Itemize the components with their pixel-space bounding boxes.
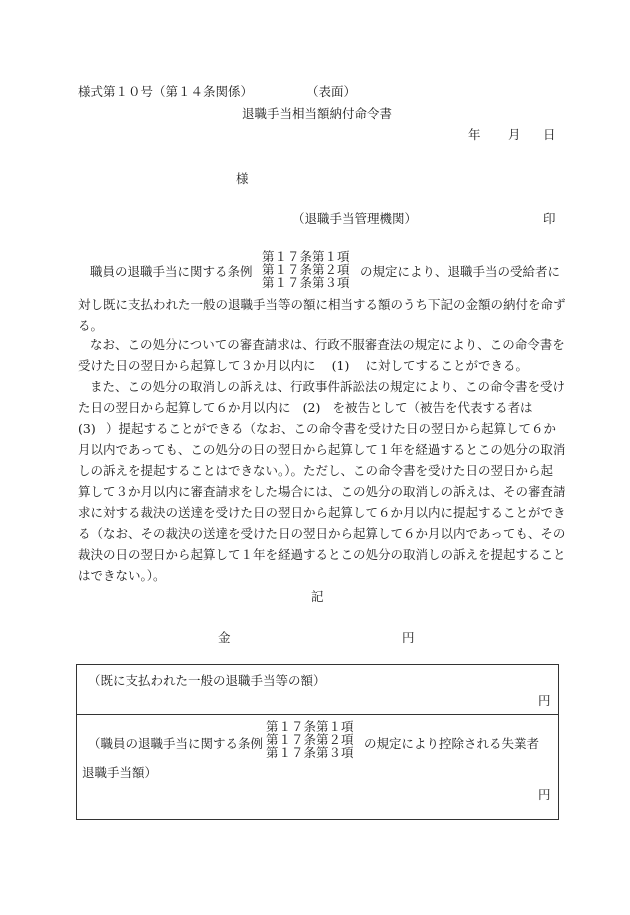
lawsuit-line-2b: を被告として（被告を代表する者は xyxy=(332,400,533,415)
form-side-label: （表面） xyxy=(306,84,357,99)
blank-1: (1) xyxy=(331,358,350,373)
form-number: 様式第１０号（第１４条関係） xyxy=(78,84,254,99)
intro-line-3: る。 xyxy=(78,318,104,333)
table-clause-3: 第１７条第３項 xyxy=(266,745,354,760)
document-title: 退職手当相当額納付命令書 xyxy=(242,106,393,121)
table-clause-1: 第１７条第１項 xyxy=(266,719,354,734)
table-row2-tail: の規定により控除される失業者 xyxy=(364,736,540,751)
intro-clause-1: 第１７条第１項 xyxy=(262,249,350,264)
issuer-label: （退職手当管理機関） xyxy=(292,211,418,226)
lawsuit-line-2 xyxy=(78,397,560,418)
ki-label: 記 xyxy=(311,589,324,604)
table-row1-yen: 円 xyxy=(538,693,551,708)
appeal-line-2a: 受けた日の翌日から起算して３か月以内に xyxy=(78,358,316,373)
table-row2-lead: （職員の退職手当に関する条例 xyxy=(88,736,264,751)
appeal-line-2 xyxy=(78,355,560,376)
lawsuit-line-2a: た日の翌日から起算して６か月以内に xyxy=(78,400,291,415)
table-clause-2: 第１７条第２項 xyxy=(266,732,354,747)
lawsuit-line-9: 裁決の日の翌日から起算して１年を経過するとこの処分の取消しの訴えを提起すること xyxy=(78,547,566,562)
seal-mark: 印 xyxy=(543,211,556,226)
lawsuit-line-6: 算して３か月以内に審査請求をした場合には、この処分の取消しの訴えは、その審査請 xyxy=(78,484,566,499)
date-day: 日 xyxy=(543,127,556,142)
appeal-line-2b: に対してすることができる。 xyxy=(365,358,529,373)
lawsuit-line-3b: ）提起することができる（なお、この命令書を受けた日の翌日から起算して６か xyxy=(106,421,557,436)
intro-tail: の規定により、退職手当の受給者に xyxy=(360,264,561,279)
intro-clause-stack xyxy=(262,250,350,289)
intro-lead: 職員の退職手当に関する条例 xyxy=(90,264,253,279)
intro-clause-3: 第１７条第３項 xyxy=(262,275,350,290)
lawsuit-line-4: 月以内であっても、この処分の日の翌日から起算して１年を経過するとこの処分の取消 xyxy=(78,442,566,457)
lawsuit-paragraph xyxy=(78,376,566,586)
appeal-paragraph xyxy=(78,334,565,376)
table-row2-line2: 退職手当額） xyxy=(82,765,158,780)
date-month: 月 xyxy=(508,127,521,142)
amount-yen-label: 円 xyxy=(402,630,415,645)
intro-continuation xyxy=(78,294,566,336)
lawsuit-line-1: また、この処分の取消しの訴えは、行政事件訴訟法の規定により、この命令書を受け xyxy=(90,379,566,394)
intro-line-2: 対し既に支払われた一般の退職手当等の額に相当する額のうち下記の金額の納付を命ず xyxy=(78,297,566,312)
appeal-line-1: なお、この処分についての審査請求は、行政不服審査法の規定により、この命令書を xyxy=(90,337,565,352)
addressee-suffix: 様 xyxy=(236,171,249,186)
intro-clause-2: 第１７条第２項 xyxy=(262,262,350,277)
date-year: 年 xyxy=(468,127,481,142)
blank-3: (3) xyxy=(78,421,96,436)
lawsuit-line-5: しの訴えを提起することはできない。）。ただし、この命令書を受けた日の翌日から起 xyxy=(78,463,554,478)
amount-kin-label: 金 xyxy=(218,630,231,645)
table-row2-yen: 円 xyxy=(538,787,551,802)
lawsuit-line-10: はできない。）。 xyxy=(78,568,166,583)
table-row2-clause-stack xyxy=(266,720,354,759)
blank-2: (2) xyxy=(302,400,321,415)
lawsuit-line-3 xyxy=(78,418,560,439)
table-row1-label: （既に支払われた一般の退職手当等の額） xyxy=(88,673,326,688)
lawsuit-line-7: 求に対する裁決の送達を受けた日の翌日から起算して６か月以内に提起することができ xyxy=(78,505,566,520)
lawsuit-line-8: る（なお、その裁決の送達を受けた日の翌日から起算して６か月以内であっても、その xyxy=(78,526,566,541)
table-divider xyxy=(76,714,558,715)
